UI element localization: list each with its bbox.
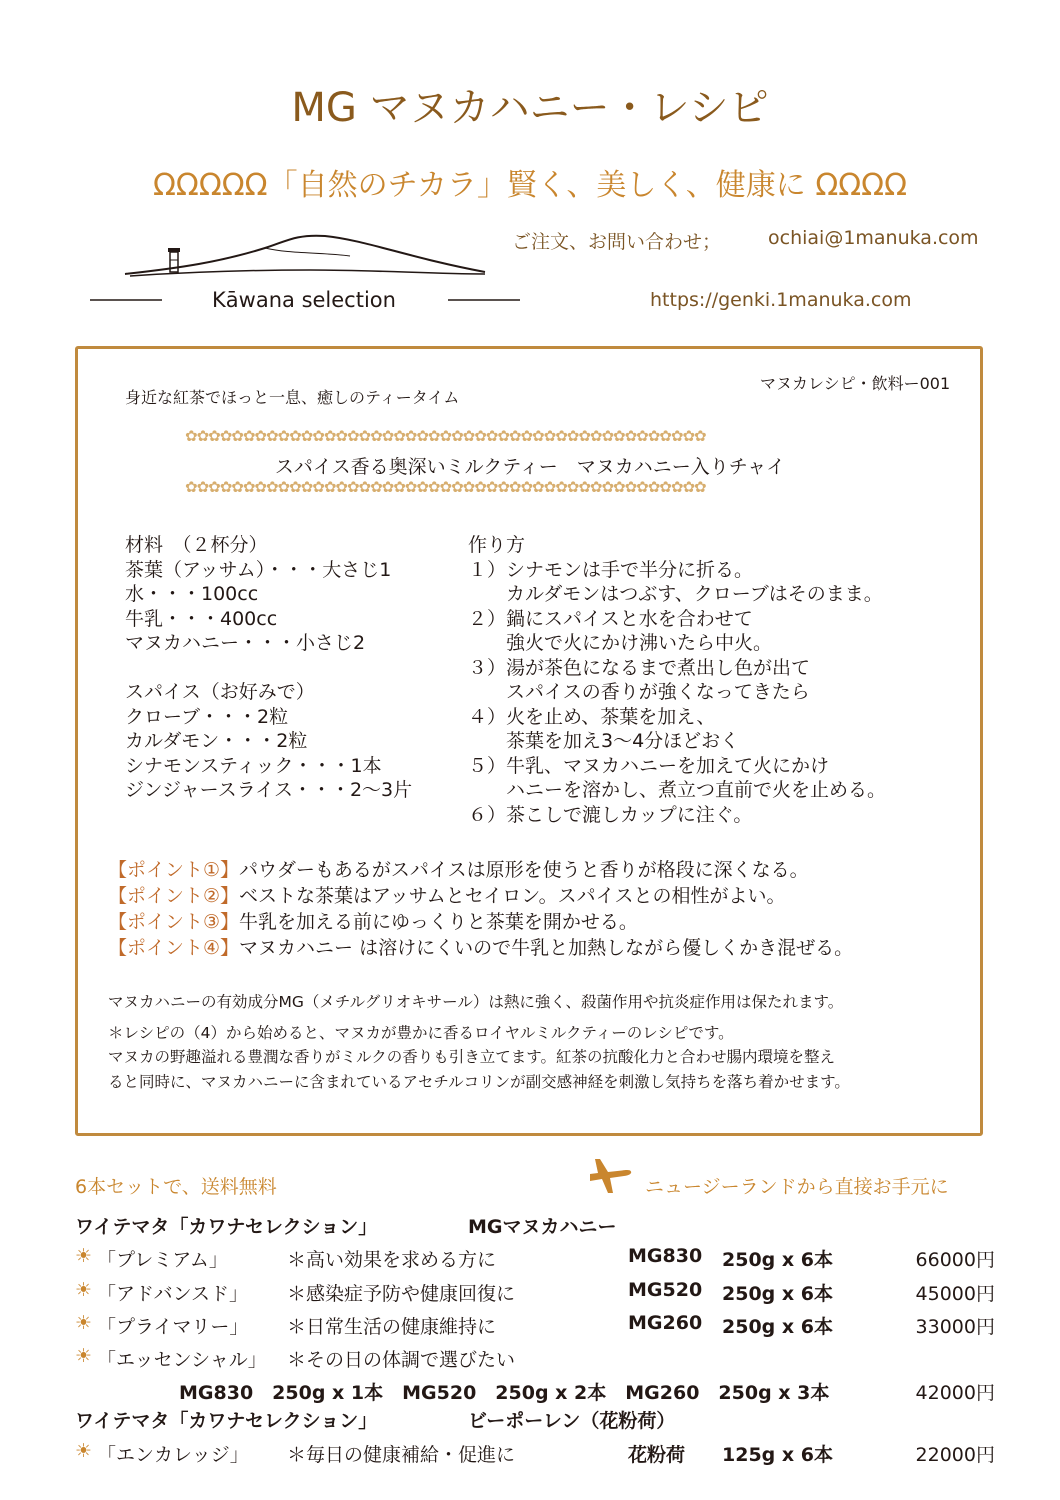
product-desc: ＊日常生活の健康維持に <box>287 1316 497 1338</box>
free-shipping-text: 6本セットで、送料無料 <box>75 1176 277 1198</box>
brand-name: Kāwana selection <box>212 288 396 312</box>
ingredient-item: 牛乳・・・400cc <box>125 607 278 630</box>
slogan: ΩΩΩΩΩ「自然のチカラ」賢く、美しく、健康に ΩΩΩΩ <box>152 168 908 203</box>
product-grade: MG260 <box>628 1312 703 1334</box>
brand-line-2: ワイテマタ「カワナセレクション」 <box>75 1410 378 1432</box>
product-size: 250g x 6本 <box>722 1249 833 1271</box>
note-line: ると同時に、マヌカハニーに含まれているアセチルコリンが副交感神経を刺激し気持ちを落ち着かせます。 <box>108 1073 850 1091</box>
product-desc: ＊毎日の健康補給・促進に <box>287 1444 516 1466</box>
direct-shipping-text: ニュージーランドから直接お手元に <box>645 1176 949 1198</box>
product-price: 66000円 <box>915 1249 995 1271</box>
note-line: ＊レシピの（4）から始めると、マヌカが豊かに香るロイヤルミルクティーのレシピです。 <box>108 1024 734 1042</box>
product-grade: MG520 <box>628 1279 703 1301</box>
point-3 <box>108 907 638 934</box>
product-grade: 花粉荷 <box>628 1444 686 1466</box>
point-1 <box>108 855 809 882</box>
point-text: パウダーもあるがスパイスは原形を使うと香りが格段に深くなる。 <box>239 859 809 881</box>
page-title: MG マヌカハニー・レシピ <box>291 85 769 131</box>
ingredients-title: 材料 （２杯分） <box>125 534 268 556</box>
steps-title: 作り方 <box>468 534 526 556</box>
point-label: 【ポイント①】 <box>108 859 240 881</box>
step-line: ２）鍋にスパイスと水を合わせて <box>468 607 753 630</box>
product-price: 42000円 <box>915 1382 995 1404</box>
product-line-2: ビーポーレン（花粉荷） <box>468 1410 676 1432</box>
point-text: 牛乳を加える前にゆっくりと茶葉を開かせる。 <box>239 911 638 933</box>
product-name: 「エンカレッジ」 <box>97 1444 249 1466</box>
product-name: 「プレミアム」 <box>97 1249 228 1271</box>
step-line: ６）茶こしで漉しカップに注ぐ。 <box>468 803 753 826</box>
sun-icon: ☀ <box>75 1440 93 1462</box>
ingredient-item: 水・・・100cc <box>125 583 259 605</box>
website-url[interactable]: https://genki.1manuka.com <box>650 289 912 311</box>
spice-item: カルダモン・・・2粒 <box>125 730 308 752</box>
product-name: 「アドバンスド」 <box>97 1283 249 1305</box>
sun-icon: ☀ <box>75 1312 93 1334</box>
product-name: 「プライマリー」 <box>97 1316 249 1338</box>
product-price: 33000円 <box>915 1316 995 1338</box>
product-name: 「エッセンシャル」 <box>97 1349 267 1371</box>
sun-icon: ☀ <box>75 1279 93 1301</box>
step-line: カルダモンはつぶす、クローブはそのまま。 <box>468 583 883 605</box>
product-row-essential[interactable] <box>75 1345 995 1371</box>
flower-border-bottom: ✿✿✿✿✿✿✿✿✿✿✿✿✿✿✿✿✿✿✿✿✿✿✿✿✿✿✿✿✿✿✿✿✿✿✿✿✿✿✿✿✿✿✿✿✿ <box>185 478 706 496</box>
flower-border-top: ✿✿✿✿✿✿✿✿✿✿✿✿✿✿✿✿✿✿✿✿✿✿✿✿✿✿✿✿✿✿✿✿✿✿✿✿✿✿✿✿✿✿✿✿✿ <box>185 427 706 445</box>
point-label: 【ポイント②】 <box>108 885 240 907</box>
essential-combo: MG830 250g x 1本 MG520 250g x 2本 MG260 250g x 3本 <box>179 1382 830 1404</box>
point-label: 【ポイント④】 <box>108 937 240 959</box>
product-row[interactable] <box>75 1440 995 1466</box>
kawana-logo <box>90 212 530 322</box>
product-row[interactable] <box>75 1245 995 1271</box>
ingredient-item: マヌカハニー・・・小さじ2 <box>125 632 366 654</box>
product-line-1: MGマヌカハニー <box>468 1216 617 1238</box>
step-line: ４）火を止め、茶葉を加え、 <box>468 705 716 728</box>
steps-list <box>468 533 886 827</box>
product-size: 250g x 6本 <box>722 1283 833 1305</box>
product-size: 250g x 6本 <box>722 1316 833 1338</box>
essential-combo-row <box>75 1378 995 1404</box>
note-line: マヌカハニーの有効成分MG（メチルグリオキサール）は熱に強く、殺菌作用や抗炎症作用は保たれます。 <box>108 993 844 1011</box>
recipe-name: スパイス香る奥深いミルクティー マヌカハニー入りチャイ <box>274 456 786 478</box>
point-text: ベストな茶葉はアッサムとセイロン。スパイスとの相性がよい。 <box>239 885 786 907</box>
ingredient-item: 茶葉（アッサム）・・・大さじ1 <box>125 558 392 581</box>
step-line: ハニーを溶かし、煮立つ直前で火を止める。 <box>468 779 887 801</box>
product-desc: ＊感染症予防や健康回復に <box>287 1283 516 1305</box>
note-line: マヌカの野趣溢れる豊潤な香りがミルクの香りも引き立てます。紅茶の抗酸化力と合わせ腸内環境を整え <box>108 1048 835 1066</box>
ingredients-list <box>125 533 412 803</box>
point-2 <box>108 881 786 908</box>
recipe-code: マヌカレシピ・飲料ー001 <box>760 374 951 393</box>
spice-item: ジンジャースライス・・・2〜3片 <box>125 779 413 801</box>
sun-icon: ☀ <box>75 1345 93 1367</box>
point-4 <box>108 933 853 960</box>
point-label: 【ポイント③】 <box>108 911 240 933</box>
contact-label: ご注文、お問い合わせ； <box>512 231 722 253</box>
airplane-icon <box>588 1157 634 1197</box>
product-grade: MG830 <box>628 1245 703 1267</box>
product-price: 22000円 <box>915 1444 995 1466</box>
sun-icon: ☀ <box>75 1245 93 1267</box>
step-line: ３）湯が茶色になるまで煮出し色が出て <box>468 656 811 679</box>
product-size: 125g x 6本 <box>722 1444 833 1466</box>
product-desc: ＊高い効果を求める方に <box>287 1249 497 1271</box>
product-desc: ＊その日の体調で選びたい <box>287 1349 516 1371</box>
brand-line-1: ワイテマタ「カワナセレクション」 <box>75 1216 378 1238</box>
contact-email[interactable]: ochiai@1manuka.com <box>768 227 979 249</box>
spice-item: クローブ・・・2粒 <box>125 705 289 728</box>
step-line: 茶葉を加え3〜4分ほどおく <box>468 730 740 752</box>
step-line: ５）牛乳、マヌカハニーを加えて火にかけ <box>468 754 830 777</box>
spice-item: シナモンスティック・・・1本 <box>125 754 382 777</box>
step-line: スパイスの香りが強くなってきたら <box>468 681 810 703</box>
step-line: 強火で火にかけ沸いたら中火。 <box>468 632 773 654</box>
spices-title: スパイス（お好みで） <box>125 681 315 703</box>
product-price: 45000円 <box>915 1283 995 1305</box>
product-row[interactable] <box>75 1279 995 1305</box>
point-text: マヌカハニー は溶けにくいので牛乳と加熱しながら優しくかき混ぜる。 <box>239 937 854 959</box>
product-row[interactable] <box>75 1312 995 1338</box>
recipe-intro: 身近な紅茶でほっと一息、癒しのティータイム <box>125 388 460 407</box>
step-line: １）シナモンは手で半分に折る。 <box>468 558 754 581</box>
